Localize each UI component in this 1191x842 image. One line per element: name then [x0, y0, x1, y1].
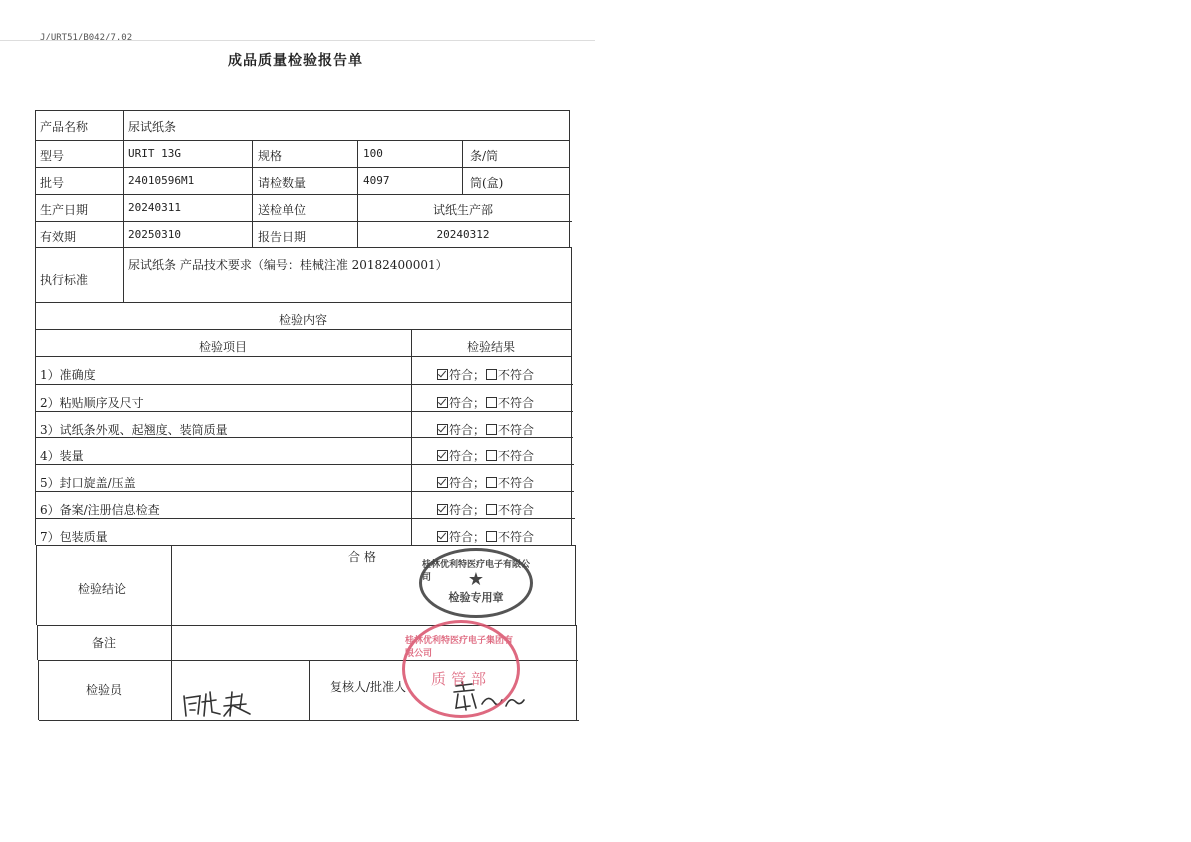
spec-unit: 条/筒 [470, 149, 499, 163]
row-rule [35, 329, 572, 330]
pass-checkbox[interactable] [437, 397, 448, 408]
quality-seal [402, 620, 520, 718]
fail-checkbox[interactable] [486, 397, 497, 408]
pass-checkbox[interactable] [437, 504, 448, 515]
row-rule [35, 491, 574, 492]
row-rule [35, 411, 573, 412]
production-date-value: 20240311 [128, 201, 181, 214]
quantity-value: 4097 [363, 174, 390, 187]
inspection-result-header: 检验结果 [466, 340, 515, 354]
inspection-seal-text: 检验专用章 [448, 591, 504, 604]
product-name-value: 尿试纸条 [128, 120, 177, 134]
quality-seal-org: 桂林优利特医疗电子集团有限公司 [405, 636, 514, 659]
inspection-item-label: 2）粘贴顺序及尺寸 [40, 396, 144, 410]
inspection-item-result [436, 501, 534, 518]
inspection-section-title: 检验内容 [278, 313, 327, 327]
inspection-item-label: 7）包装质量 [40, 530, 108, 544]
inspection-seal-org: 桂林优利特医疗电子有限公司 [422, 560, 531, 583]
production-date-label: 生产日期 [40, 203, 89, 217]
pass-checkbox[interactable] [437, 531, 448, 542]
fail-label: 不符合 [498, 368, 535, 382]
col-rule [309, 660, 310, 720]
inspection-item-result [436, 447, 534, 464]
col-rule [569, 110, 570, 247]
expiry-label: 有效期 [40, 230, 77, 244]
col-rule [575, 545, 576, 625]
fail-label: 不符合 [498, 476, 535, 490]
pass-label: 符合； [449, 530, 486, 544]
row-rule [35, 194, 570, 195]
fail-label: 不符合 [498, 503, 535, 517]
inspection-item-label: 3）试纸条外观、起翘度、装筒质量 [40, 423, 228, 437]
model-label: 型号 [40, 149, 65, 163]
row-rule [35, 167, 570, 168]
pass-checkbox[interactable] [437, 450, 448, 461]
department-label: 送检单位 [258, 203, 307, 217]
inspector-signature [180, 688, 265, 724]
inspection-item-label: 6）备案/注册信息检查 [40, 503, 160, 517]
row-rule [35, 302, 572, 303]
row-rule [37, 625, 577, 626]
fail-checkbox[interactable] [486, 504, 497, 515]
expiry-value: 20250310 [128, 228, 181, 241]
row-rule [35, 518, 575, 519]
remarks-label: 备注 [92, 636, 117, 650]
row-rule [35, 356, 572, 357]
fail-checkbox[interactable] [486, 450, 497, 461]
inspection-item-label: 1）准确度 [40, 368, 96, 382]
col-rule [38, 660, 39, 720]
row-rule [35, 221, 572, 222]
fail-checkbox[interactable] [486, 369, 497, 380]
inspection-item-result [436, 366, 534, 383]
inspection-item-result [436, 394, 534, 411]
pass-label: 符合； [449, 476, 486, 490]
fail-label: 不符合 [498, 530, 535, 544]
pass-label: 符合； [449, 368, 486, 382]
inspector-label: 检验员 [86, 683, 123, 697]
col-rule [37, 625, 38, 660]
col-rule [576, 625, 577, 720]
conclusion-label: 检验结论 [78, 582, 127, 596]
spec-label: 规格 [258, 149, 283, 163]
pass-checkbox[interactable] [437, 369, 448, 380]
pass-checkbox[interactable] [437, 424, 448, 435]
pass-label: 符合； [449, 449, 486, 463]
report-date-value: 20240312 [436, 228, 490, 241]
pass-label: 符合； [449, 503, 486, 517]
col-rule [36, 545, 37, 625]
row-rule [35, 247, 572, 248]
row-rule [35, 140, 570, 141]
inspection-item-result [436, 474, 534, 491]
fail-label: 不符合 [498, 449, 535, 463]
quantity-unit: 筒(盒) [470, 176, 504, 190]
col-rule [123, 110, 124, 302]
conclusion-value: 合 格 [348, 550, 376, 564]
batch-value: 24010596M1 [128, 174, 195, 187]
row-rule [35, 384, 573, 385]
col-rule [171, 545, 172, 720]
product-name-label: 产品名称 [40, 120, 89, 134]
inspection-item-label: 4）装量 [40, 449, 84, 463]
quality-seal-text: 质管部 [430, 669, 491, 688]
pass-label: 符合； [449, 396, 486, 410]
department-value: 试纸生产部 [432, 203, 493, 217]
col-rule [571, 247, 572, 545]
row-rule [35, 110, 570, 111]
inspection-item-result [436, 528, 534, 545]
col-rule [411, 329, 412, 545]
model-value: URIT 13G [128, 147, 181, 160]
pass-label: 符合； [449, 423, 486, 437]
batch-label: 批号 [40, 176, 65, 190]
star-icon: ★ [467, 569, 485, 590]
col-rule [462, 140, 463, 194]
reviewer-label: 复核人/批准人 [330, 680, 407, 694]
fail-label: 不符合 [498, 423, 535, 437]
document-code: J/URT51/B042/7.02 [40, 33, 133, 43]
row-rule [39, 720, 579, 721]
inspection-seal [419, 548, 533, 618]
spec-value: 100 [363, 147, 383, 160]
standard-value: 尿试纸条 产品技术要求（编号：桂械注准 20182400001） [128, 258, 448, 272]
row-rule [35, 464, 574, 465]
row-rule [36, 545, 576, 546]
fail-checkbox[interactable] [486, 531, 497, 542]
report-title: 成品质量检验报告单 [228, 53, 363, 69]
inspection-item-header: 检验项目 [198, 340, 247, 354]
inspection-item-label: 5）封口旋盖/压盖 [40, 476, 136, 490]
fail-checkbox[interactable] [486, 477, 497, 488]
fail-checkbox[interactable] [486, 424, 497, 435]
standard-label: 执行标准 [40, 273, 89, 287]
report-date-label: 报告日期 [258, 230, 307, 244]
fail-label: 不符合 [498, 396, 535, 410]
col-rule [252, 140, 253, 247]
quantity-label: 请检数量 [258, 176, 307, 190]
pass-checkbox[interactable] [437, 477, 448, 488]
inspection-item-result [436, 421, 534, 438]
